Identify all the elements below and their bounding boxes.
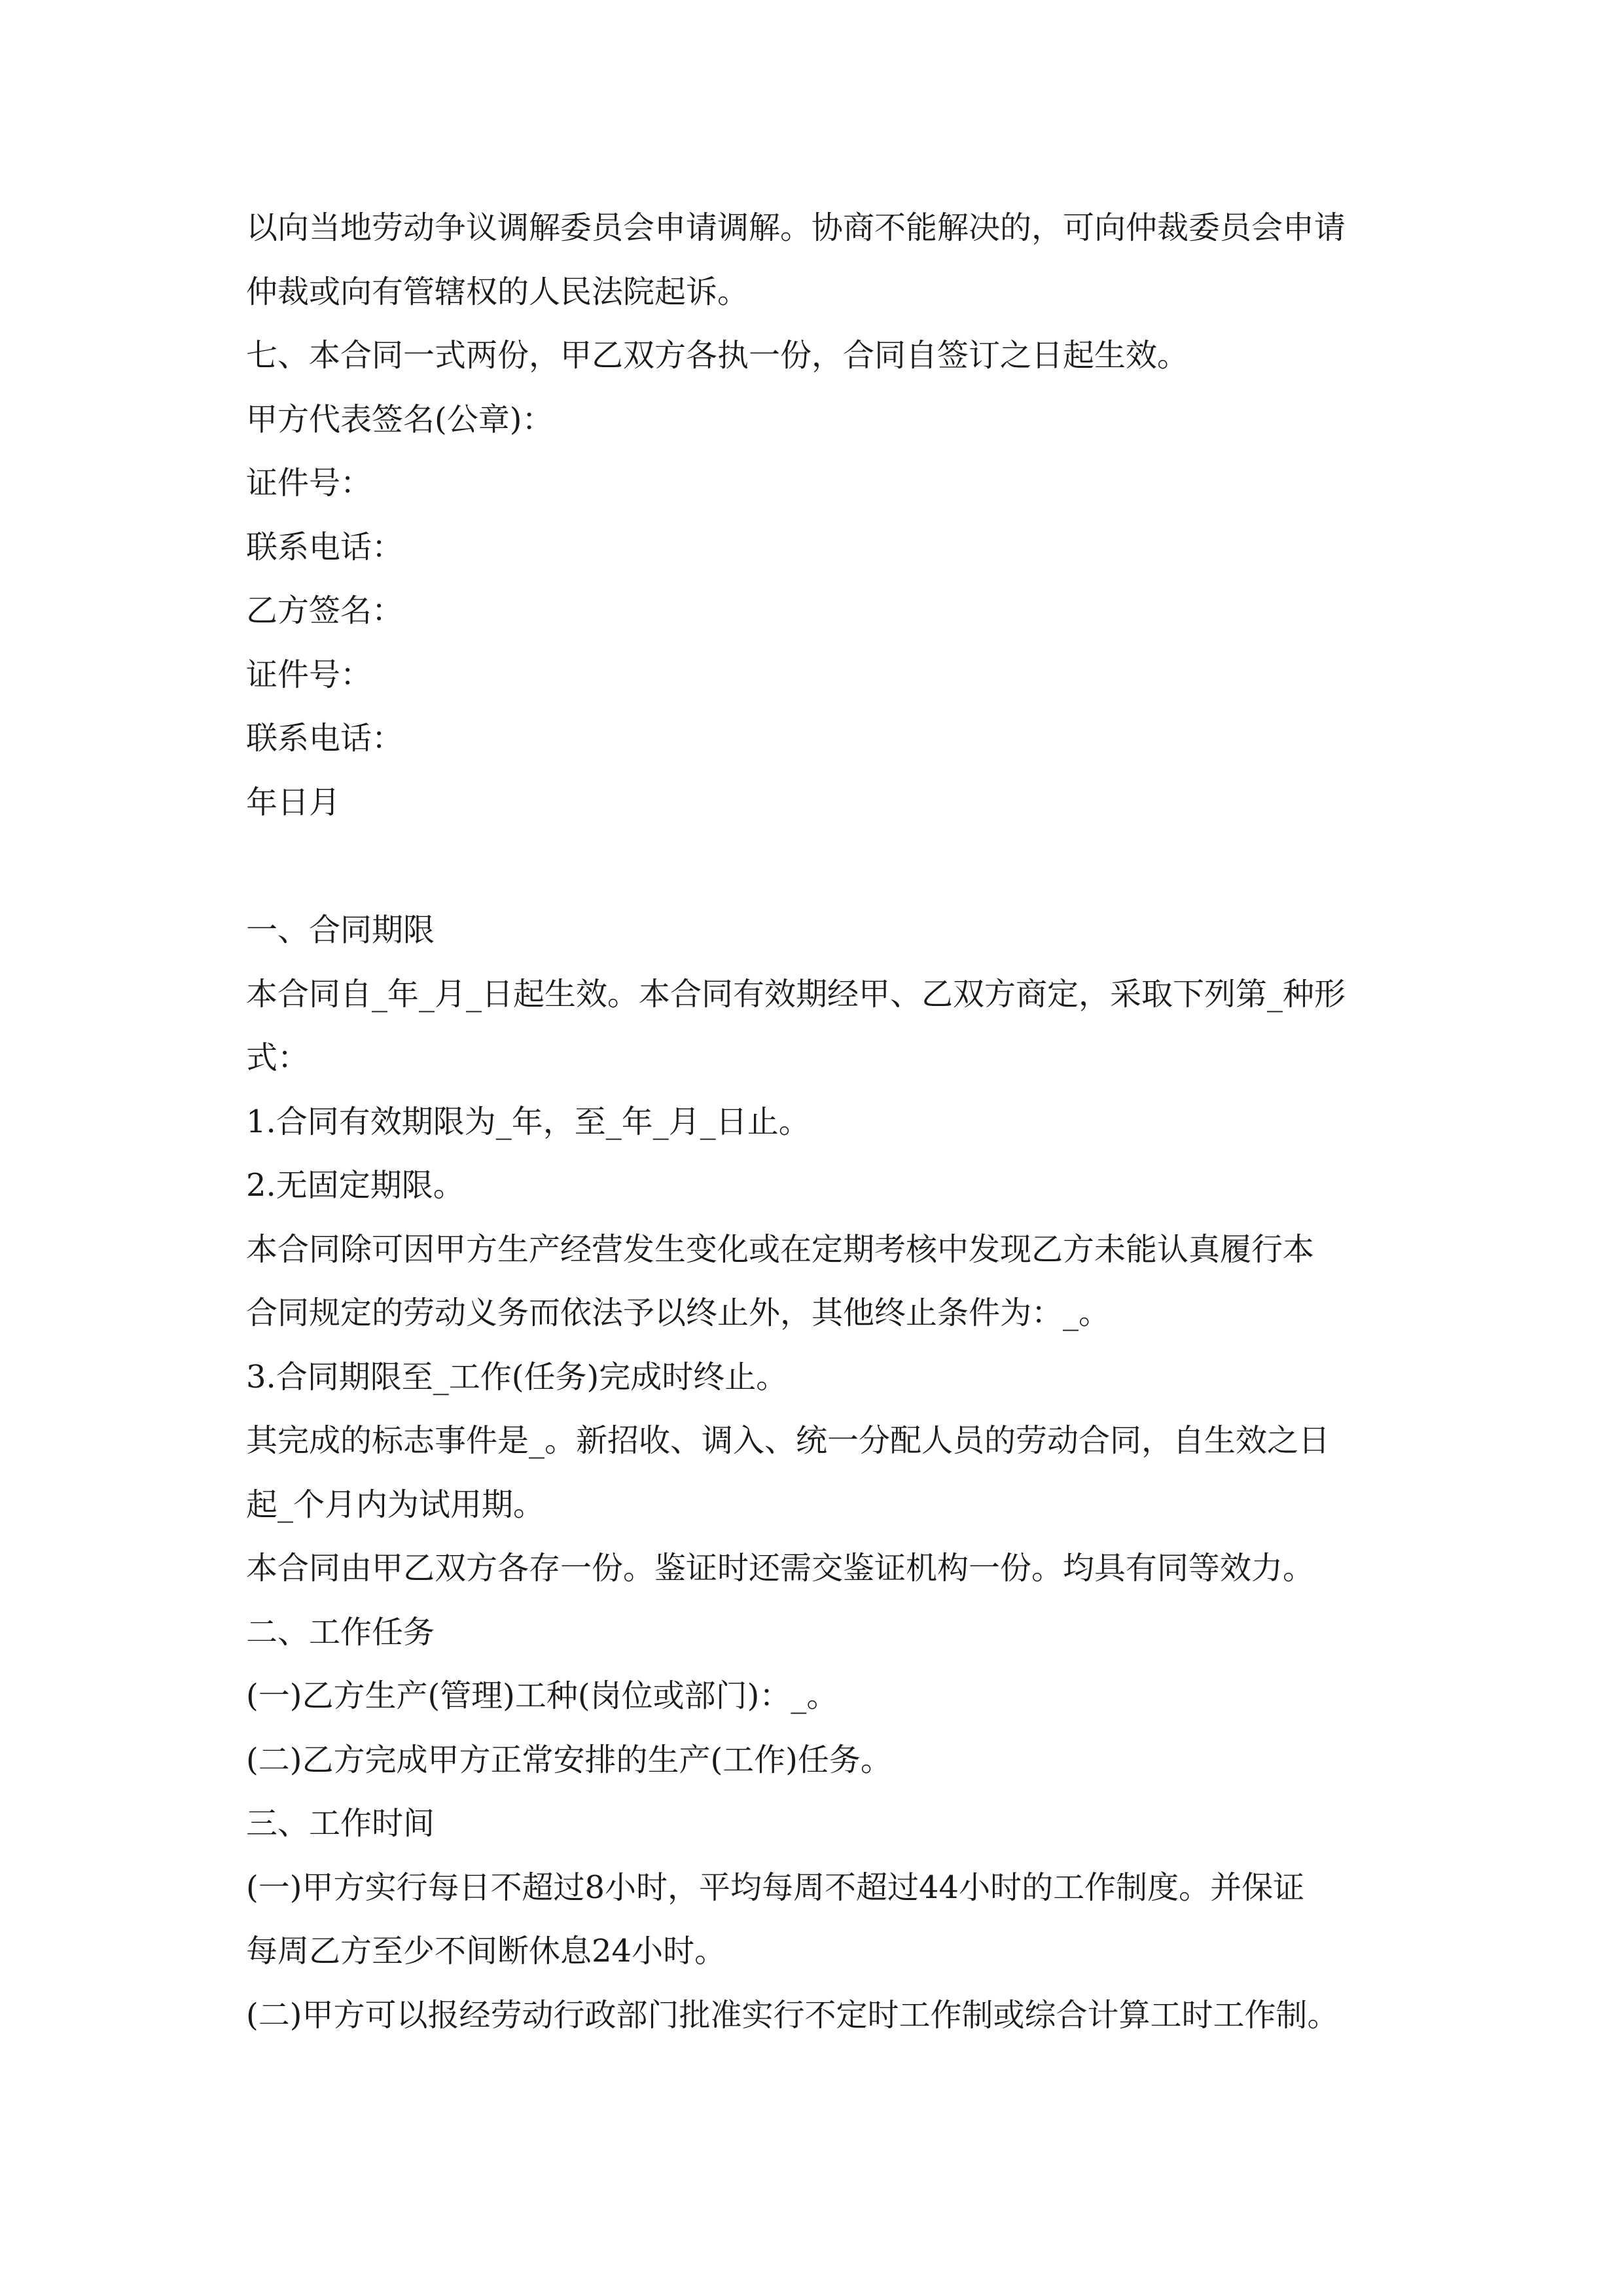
party-b-id-label: 证件号： xyxy=(246,656,372,693)
party-a-id-label: 证件号： xyxy=(246,465,372,501)
text-line: 1.合同有效期限为_年，至_年_月_日止。 xyxy=(246,1103,810,1140)
section-spacer xyxy=(246,834,1385,899)
text-line: 起_个月内为试用期。 xyxy=(246,1486,545,1523)
text-line: (一)乙方生产(管理)工种(岗位或部门)：_。 xyxy=(246,1677,838,1714)
party-a-phone-label: 联系电话： xyxy=(246,528,404,565)
text-line: 本合同除可因甲方生产经营发生变化或在定期考核中发现乙方未能认真履行本 xyxy=(246,1230,1315,1268)
party-b-phone-label: 联系电话： xyxy=(246,720,404,757)
text-line: 其完成的标志事件是_。新招收、调入、统一分配人员的劳动合同，自生效之日 xyxy=(246,1422,1330,1459)
text-line: 每周乙方至少不间断休息24小时。 xyxy=(246,1933,726,1969)
text-line: 2.无固定期限。 xyxy=(246,1167,465,1204)
party-b-signature-label: 乙方签名： xyxy=(246,592,404,629)
section-heading-tasks: 二、工作任务 xyxy=(246,1613,435,1651)
party-a-signature-label: 甲方代表签名(公章)： xyxy=(246,401,554,438)
text-line: 仲裁或向有管辖权的人民法院起诉。 xyxy=(246,273,749,310)
text-line: (二)乙方完成甲方正常安排的生产(工作)任务。 xyxy=(246,1741,892,1778)
document-body xyxy=(246,196,1385,2047)
text-line: 式： xyxy=(246,1039,310,1076)
section-heading-hours: 三、工作时间 xyxy=(246,1805,435,1842)
section-heading-term: 一、合同期限 xyxy=(246,912,435,948)
text-line: 3.合同期限至_工作(任务)完成时终止。 xyxy=(246,1358,788,1395)
text-line: (二)甲方可以报经劳动行政部门批准实行不定时工作制或综合计算工时工作制。 xyxy=(246,1996,1339,2034)
text-line: 以向当地劳动争议调解委员会申请调解。协商不能解决的，可向仲裁委员会申请 xyxy=(246,209,1346,246)
text-line: 本合同由甲乙双方各存一份。鉴证时还需交鉴证机构一份。均具有同等效力。 xyxy=(246,1550,1315,1587)
text-line: 合同规定的劳动义务而依法予以终止外，其他终止条件为：_。 xyxy=(246,1295,1111,1331)
date-label: 年日月 xyxy=(246,783,341,821)
text-line: (一)甲方实行每日不超过8小时，平均每周不超过44小时的工作制度。并保证 xyxy=(246,1869,1305,1906)
clause-seven: 七、本合同一式两份，甲乙双方各执一份，合同自签订之日起生效。 xyxy=(246,337,1189,374)
text-line: 本合同自_年_月_日起生效。本合同有效期经甲、乙双方商定，采取下列第_种形 xyxy=(246,975,1346,1013)
